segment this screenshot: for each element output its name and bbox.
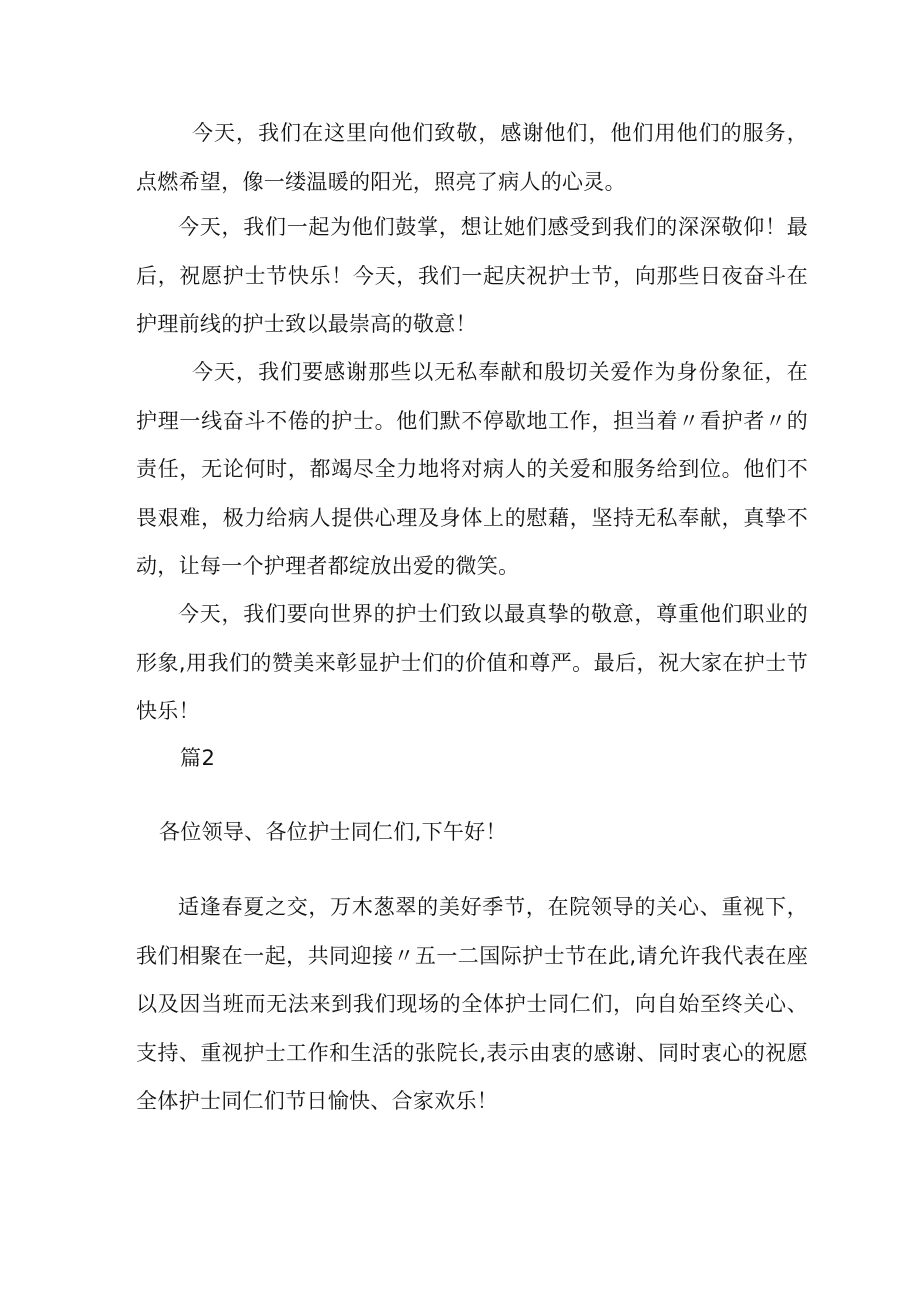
greeting-line: 各位领导、各位护士同仁们,下午好！ (159, 820, 507, 844)
paragraph-gratitude: 今天，我们要感谢那些以无私奉献和殷切关爱作为身份象征，在护理一线奋斗不倦的护士。他们默不停歇地工作，担当着〃看护者〃的责任，无论何时，都竭尽全力地将对病人的关爱和服务给到位。他们不畏艰难，极力给病人提供心理及身体上的慰藉，坚持无私奉献，真挚不动，让每一个护理者都绽放出爱的微笑。 (136, 360, 808, 578)
section-heading: 篇2 (180, 746, 216, 770)
paragraph-applause: 今天，我们一起为他们鼓掌，想让她们感受到我们的深深敬仰！最后，祝愿护士节快乐！今天，我们一起庆祝护士节，向那些日夜奋斗在护理前线的护士致以最崇高的敬意！ (136, 215, 808, 336)
paragraph-salute: 今天，我们在这里向他们致敬，感谢他们，他们用他们的服务，点燃希望，像一缕温暖的阳光，照亮了病人的心灵。 (136, 121, 808, 194)
paragraph-opening-speech: 适逢春夏之交，万木葱翠的美好季节，在院领导的关心、重视下，我们相聚在一起，共同迎接〃五一二国际护士节在此,请允许我代表在座以及因当班而无法来到我们现场的全体护士同仁们，向自始至终关心、支持、重视护士工作和生活的张院长,表示由衷的感谢、同时衷心的祝愿全体护士同仁们节日愉快、合家欢乐！ (136, 895, 808, 1113)
paragraph-respect: 今天，我们要向世界的护士们致以最真挚的敬意，尊重他们职业的形象,用我们的赞美来彰显护士们的价值和尊严。最后，祝大家在护士节快乐！ (136, 602, 808, 723)
